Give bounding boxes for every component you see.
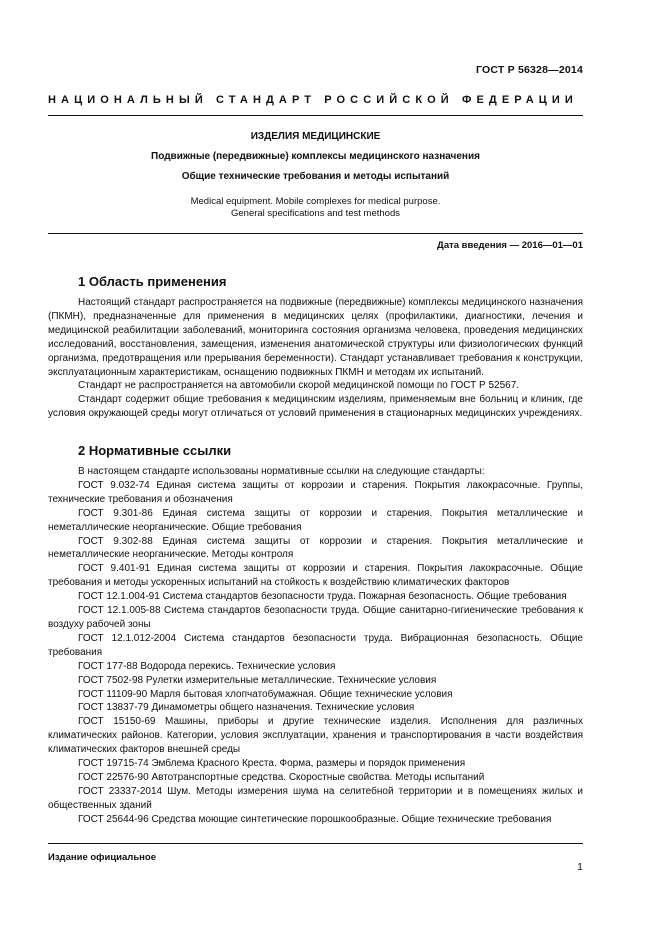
reference-item: ГОСТ 9.301-86 Единая система защиты от коррозии и старения. Покрытия металлические и неметаллические неорганические. Общие требования bbox=[48, 507, 583, 533]
paragraph: Настоящий стандарт распространяется на подвижные (передвижные) комплексы медицинского назначения (ПКМН), предназначенные для применения в медицинских целях (профилактики, диагностики, лечения и медицинской реабилитации заболеваний, мониторинга состояния организма человека, проведения медицинских исследований, восстановления, замещения, изменения анатомической структуры или физиологических функций организма, предотвращения или прерывания беременности). Стандарт устанавливает требования к конструкции, эксплуатационным характеристикам, оснащению подвижных ПКМН и методам их испытаний. bbox=[48, 297, 583, 378]
doc-code: ГОСТ Р 56328—2014 bbox=[475, 64, 583, 76]
edition-label: Издание официальное bbox=[48, 852, 156, 863]
reference-item: ГОСТ 12.1.004-91 Система стандартов безопасности труда. Пожарная безопасность. Общие требования bbox=[78, 591, 567, 603]
paragraph: Стандарт не распространяется на автомобили скорой медицинской помощи по ГОСТ Р 52567. bbox=[78, 380, 520, 392]
reference-item: ГОСТ 15150-69 Машины, приборы и другие технические изделия. Исполнения для различных климатических районов. Категории, условия эксплуатации, хранения и транспортирования в части воздействия климатических факторов внешней среды bbox=[48, 716, 583, 756]
header-rule bbox=[48, 115, 583, 116]
reference-item: ГОСТ 11109-90 Марля бытовая хлопчатобумажная. Общие технические условия bbox=[78, 688, 453, 700]
reference-item: ГОСТ 25644-96 Средства моющие синтетические порошкообразные. Общие технические требования bbox=[78, 813, 552, 825]
section-1-heading: 1 Область применения bbox=[78, 274, 227, 289]
page-number: 1 bbox=[577, 861, 583, 873]
reference-item: ГОСТ 7502-98 Рулетки измерительные металлические. Технические условия bbox=[78, 674, 437, 686]
national-standard-banner: НАЦИОНАЛЬНЫЙ СТАНДАРТ РОССИЙСКОЙ ФЕДЕРАЦИИ bbox=[48, 94, 578, 106]
section-1-body bbox=[48, 296, 583, 421]
title-line-2: Подвижные (передвижные) комплексы медицинского назначения bbox=[151, 151, 480, 162]
reference-item: ГОСТ 23337-2014 Шум. Методы измерения шума на селитебной территории и в помещениях жилых и общественных зданий bbox=[48, 785, 583, 811]
intro-date: Дата введения — 2016—01—01 bbox=[437, 240, 583, 251]
title-line-3: Общие технические требования и методы испытаний bbox=[181, 171, 450, 182]
reference-item: ГОСТ 177-88 Водорода перекись. Технические условия bbox=[78, 660, 336, 672]
reference-item: ГОСТ 12.1.012-2004 Система стандартов безопасности труда. Вибрационная безопасность. Общие требования bbox=[48, 632, 583, 658]
reference-item: ГОСТ 9.032-74 Единая система защиты от коррозии и старения. Покрытия лакокрасочные. Группы, технические требования и обозначения bbox=[48, 479, 583, 505]
reference-item: ГОСТ 19715-74 Эмблема Красного Креста. Форма, размеры и порядок применения bbox=[78, 758, 466, 770]
title-rule bbox=[48, 233, 583, 234]
reference-item: ГОСТ 22576-90 Автотранспортные средства. Скоростные свойства. Методы испытаний bbox=[78, 771, 485, 783]
reference-item: ГОСТ 9.401-91 Единая система защиты от коррозии и старения. Покрытия лакокрасочные. Общие требования и методы ускоренных испытаний на стойкость к воздействию климатических факторов bbox=[48, 563, 583, 589]
english-title-line-2: General specifications and test methods bbox=[231, 208, 400, 219]
reference-item: ГОСТ 12.1.005-88 Система стандартов безопасности труда. Общие санитарно-гигиенические требования к воздуху рабочей зоны bbox=[48, 605, 583, 630]
section-2-body bbox=[48, 465, 583, 827]
english-title-line-1: Medical equipment. Mobile complexes for medical purpose. bbox=[190, 196, 441, 207]
reference-item: ГОСТ 9.302-88 Единая система защиты от коррозии и старения. Покрытия металлические и неметаллические неорганические. Методы контроля bbox=[48, 535, 583, 561]
reference-item: ГОСТ 13837-79 Динамометры общего назначения. Технические условия bbox=[78, 702, 415, 714]
paragraph: Стандарт содержит общие требования к медицинским изделиям, применяемым вне больниц и клиник, где условия окружающей среды могут отличаться от условий применения в стационарных медицинских учреждениях. bbox=[48, 394, 583, 420]
section-2-heading: 2 Нормативные ссылки bbox=[78, 443, 232, 458]
title-line-1: ИЗДЕЛИЯ МЕДИЦИНСКИЕ bbox=[250, 131, 381, 142]
paragraph: В настоящем стандарте использованы нормативные ссылки на следующие стандарты: bbox=[78, 466, 485, 477]
footer-rule bbox=[48, 843, 583, 844]
